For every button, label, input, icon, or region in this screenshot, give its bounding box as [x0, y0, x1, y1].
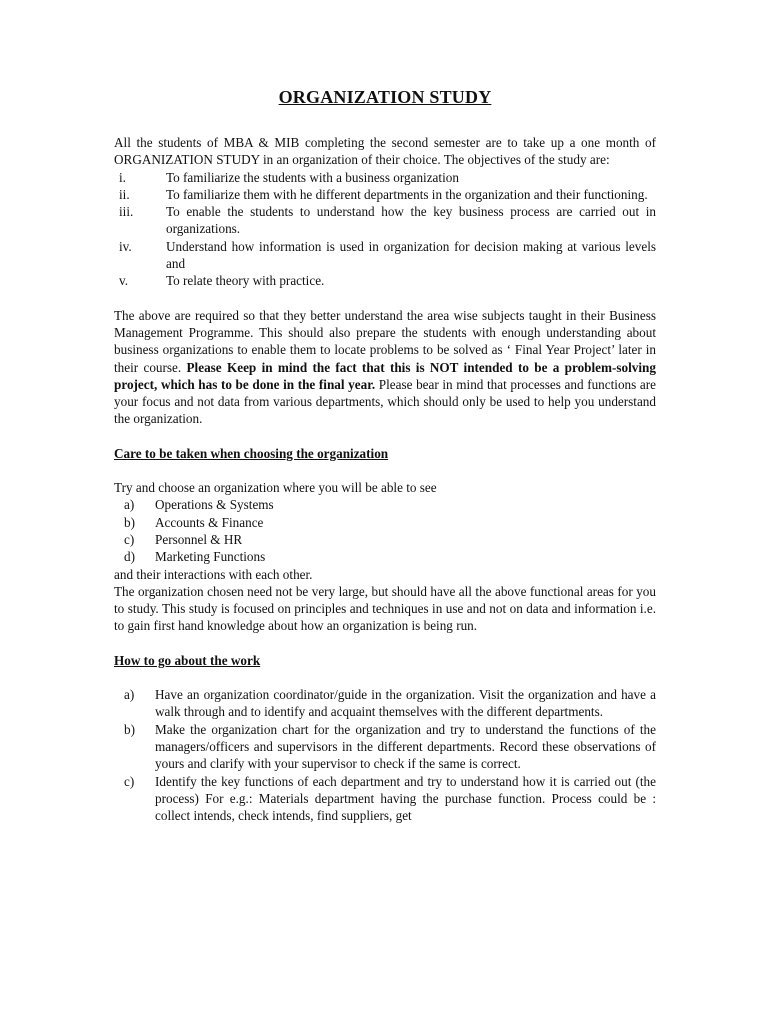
list-item — [114, 531, 656, 548]
care-paragraph: The organization chosen need not be very large, but should have all the above functional areas for you to study. This study is focused on principles and techniques in use and not on data and information i.e. to gain first hand knowledge about how an organization is being run. — [114, 583, 656, 634]
objectives-list — [114, 169, 656, 290]
list-item — [114, 203, 656, 238]
list-marker: c) — [124, 773, 135, 789]
list-marker: i. — [119, 169, 126, 185]
list-item — [114, 721, 656, 773]
requirements-bold-note: Please Keep in mind the fact that this is NOT intended to be a problem-solving project, which has to be done in the final year. — [114, 359, 656, 392]
list-item — [114, 773, 656, 825]
requirements-text-part2: Please bear in mind that processes and functions are your focus and not data from various departments, which should only be used to help you understand the organization. — [114, 376, 656, 427]
functional-areas-list — [114, 496, 656, 565]
document-title: ORGANIZATION STUDY — [278, 87, 492, 107]
list-item — [114, 169, 656, 186]
section-heading-care: Care to be taken when choosing the organization — [114, 445, 389, 461]
requirements-text-part1: The above are required so that they better understand the area wise subjects taught in their Business Management Programme. This should also prepare the students with enough understanding about business organizations to enable them to locate problems to be solved as ‘ Final Year Project’ later in their course. — [114, 307, 656, 375]
list-item — [114, 686, 656, 721]
list-item-text: Identify the key functions of each department and try to understand how it is carried out (the process) For e.g.: Materials department having the purchase function. Process could be : collect intends, check intends, find suppliers, get — [155, 773, 656, 824]
list-item-text: Understand how information is used in organization for decision making at various levels and — [166, 238, 656, 272]
list-item-text: To familiarize the students with a business organization — [166, 169, 459, 185]
document-page — [114, 86, 656, 824]
list-marker: ii. — [119, 186, 130, 202]
list-item-text: Operations & Systems — [155, 497, 274, 513]
list-item-text: Personnel & HR — [155, 531, 243, 547]
list-item-text: To familiarize them with he different departments in the organization and their functioning. — [166, 186, 648, 202]
list-item-text: Marketing Functions — [155, 549, 266, 565]
care-intro: Try and choose an organization where you will be able to see — [114, 480, 437, 496]
list-marker: c) — [124, 531, 135, 547]
list-marker: a) — [124, 687, 135, 703]
list-item — [114, 238, 656, 273]
list-item — [114, 548, 656, 565]
list-marker: b) — [124, 514, 135, 530]
list-marker: v. — [119, 273, 129, 289]
work-steps-list — [114, 686, 656, 824]
list-item — [114, 496, 656, 513]
care-after-text: and their interactions with each other. — [114, 566, 313, 582]
list-marker: iv. — [119, 238, 132, 254]
section-heading-work: How to go about the work — [114, 652, 261, 668]
list-marker: iii. — [119, 204, 134, 220]
requirements-paragraph — [114, 307, 656, 428]
intro-paragraph: All the students of MBA & MIB completing the second semester are to take up a one month of ORGANIZATION STUDY in an organization of their choice. The objectives of the study are: — [114, 135, 656, 168]
list-marker: a) — [124, 497, 135, 513]
list-marker: d) — [124, 549, 135, 565]
list-marker: b) — [124, 721, 135, 737]
list-item-text: To relate theory with practice. — [166, 273, 325, 289]
list-item — [114, 186, 656, 203]
list-item-text: Accounts & Finance — [155, 514, 264, 530]
list-item-text: Make the organization chart for the organization and try to understand the functions of the managers/officers and supervisors in the different departments. Record these observations of yours and clarify with your supervisor to check if the same is correct. — [155, 721, 656, 772]
list-item — [114, 514, 656, 531]
list-item — [114, 272, 656, 289]
list-item-text: To enable the students to understand how the key business process are carried out in organizations. — [166, 204, 656, 237]
list-item-text: Have an organization coordinator/guide in the organization. Visit the organization and have a walk through and to identify and acquaint themselves with the different departments. — [155, 687, 656, 720]
